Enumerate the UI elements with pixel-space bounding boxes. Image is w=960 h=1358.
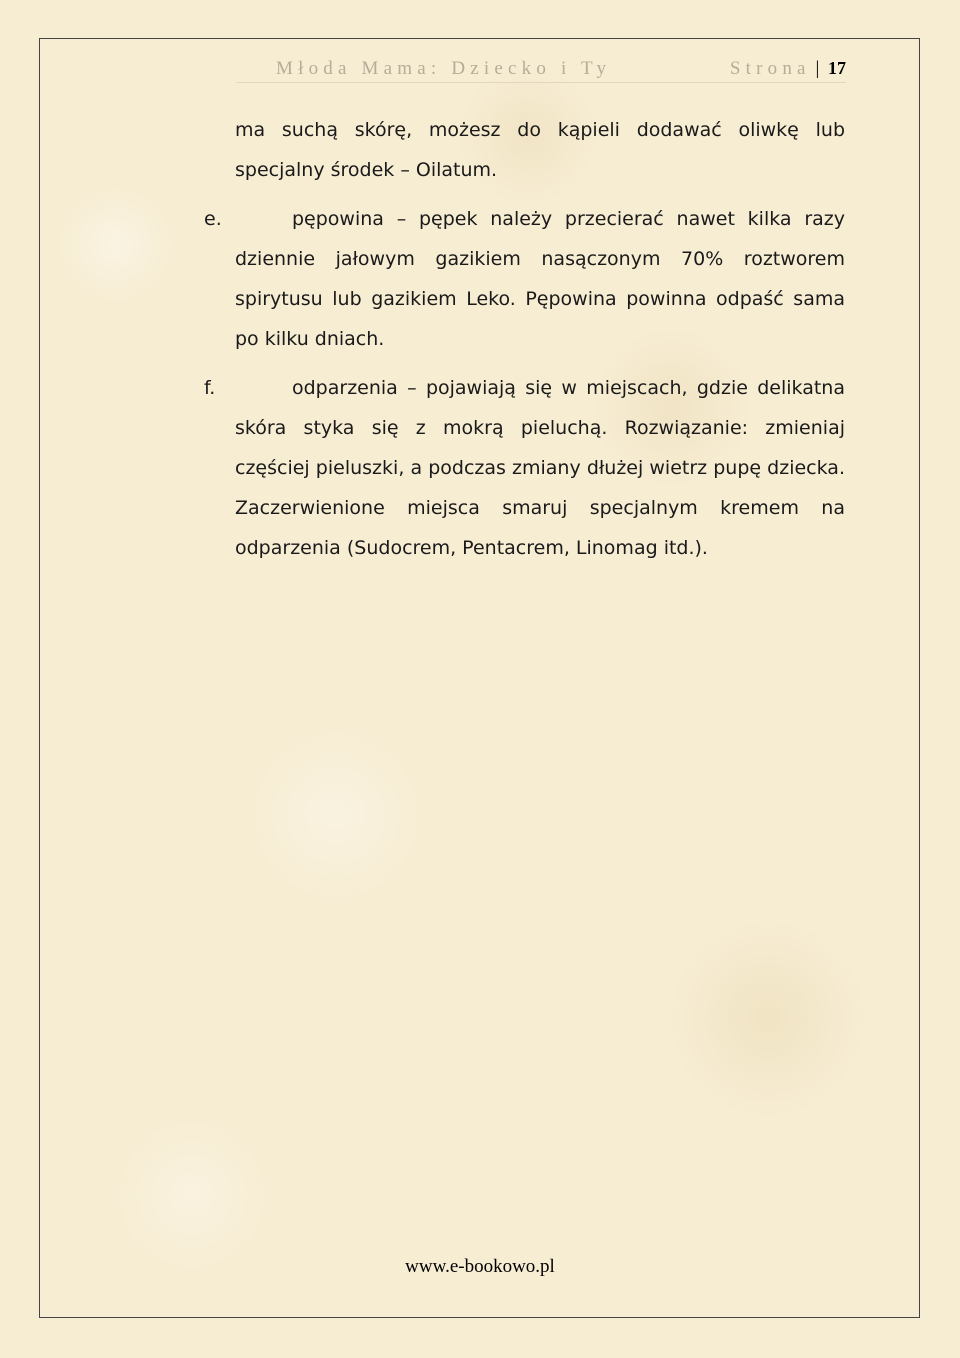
list-item-text: odparzenia – pojawiają się w miejscach, gdzie delikatna skóra styka się z mokrą pieluchą. Rozwiązanie: zmieniaj częściej pieluszki, a podczas zmiany dłużej wietrz pupę dziecka. Zaczerwienione miejsca smaruj specjalnym kremem na odparzenia (Sudocrem, Pentacrem, Linomag itd.). <box>235 377 845 559</box>
continuation-paragraph: ma suchą skórę, możesz do kąpieli dodawać oliwkę lub specjalny środek – Oilatum. <box>235 119 845 181</box>
page-content <box>204 110 845 577</box>
list-item-text: pępowina – pępek należy przecierać nawet kilka razy dziennie jałowym gazikiem nasączonym 70% roztworem spirytusu lub gazikiem Leko. Pępowina powinna odpaść sama po kilku dniach. <box>235 208 845 350</box>
page-header <box>236 56 846 83</box>
list-marker: f. <box>204 377 216 399</box>
page-label: Strona <box>729 58 811 79</box>
list-marker: e. <box>204 208 222 230</box>
footer-url: www.e-bookowo.pl <box>405 1256 555 1277</box>
list-item <box>204 199 845 359</box>
list-item <box>204 368 845 568</box>
page-indicator <box>730 58 846 80</box>
page-separator: | <box>815 58 820 79</box>
book-title: Młoda Mama: Dziecko i Ty <box>276 58 612 79</box>
page-number: 17 <box>828 58 846 78</box>
